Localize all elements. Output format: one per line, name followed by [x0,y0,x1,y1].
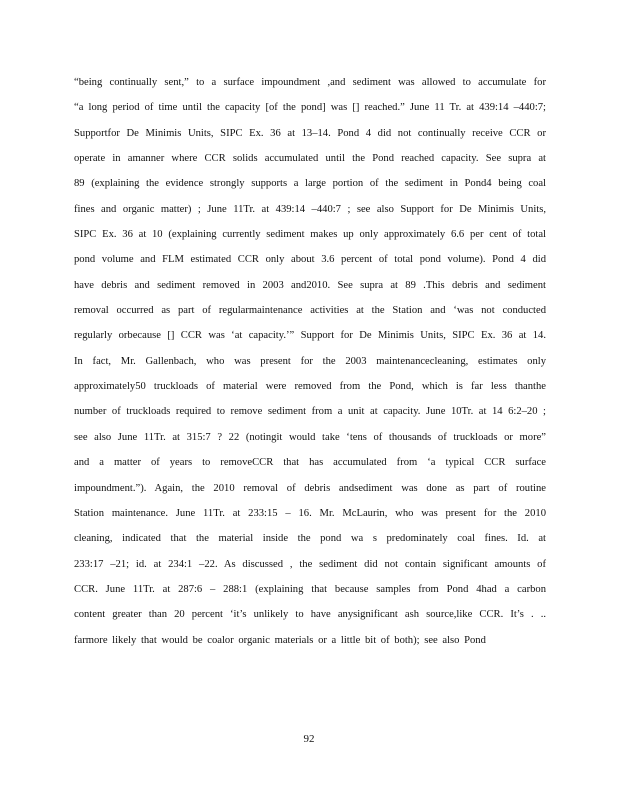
text-line: fines and organic matter) ; June 11Tr. at 439:14 –440:7 ; see also Support for De Minimis Units, [74,203,546,215]
text-line: 89 (explaining the evidence strongly supports a large portion of the sediment in Pond4 being coal [74,178,546,190]
text-line: 233:17 –21; id. at 234:1 –22. As discussed , the sediment did not contain significant amounts of [74,558,546,570]
text-line: CCR. June 11Tr. at 287:6 – 288:1 (explaining that because samples from Pond 4had a carbon [74,583,546,595]
page-number: 92 [303,733,315,745]
text-line: content greater than 20 percent ‘it’s unlikely to have anysignificant ash source,like CCR. It’s . .. [74,609,546,621]
text-line: “being continually sent,” to a surface impoundment ,and sediment was allowed to accumulate for [74,77,546,88]
text-line: SIPC Ex. 36 at 10 (explaining currently sediment makes up only approximately 6.6 per cent of total [74,229,546,241]
text-line: In fact, Mr. Gallenbach, who was present for the 2003 maintenancecleaning, estimates only [74,355,546,367]
text-line: “a long period of time until the capacity [of the pond] was [] reached.” June 11 Tr. at 439:14 –440:7; [74,102,546,114]
text-line: removal occurred as part of regularmaintenance activities at the Station and ‘was not conducted [74,305,546,317]
text-line: operate in amanner where CCR solids accumulated until the Pond reached capacity. See supra at [74,153,546,165]
text-line: see also June 11Tr. at 315:7 ? 22 (notingit would take ‘tens of thousands of truckloads or more” [74,431,546,443]
text-line: farmore likely that would be coalor organic materials or a little bit of both); see also Pond [74,634,486,646]
text-line: pond volume and FLM estimated CCR only about 3.6 percent of total pond volume). Pond 4 did [74,254,546,266]
text-line: regularly orbecause [] CCR was ‘at capacity.’” Support for De Minimis Units, SIPC Ex. 36 at 14. [74,330,546,342]
text-line: Supportfor De Minimis Units, SIPC Ex. 36 at 13–14. Pond 4 did not continually receive CCR or [74,127,546,139]
text-line: have debris and sediment removed in 2003 and2010. See supra at 89 .This debris and sediment [74,279,546,291]
text-line: Station maintenance. June 11Tr. at 233:15 – 16. Mr. McLaurin, who was present for the 2010 [74,507,546,519]
text-line: cleaning, indicated that the material inside the pond wa s predominately coal fines. Id. at [74,533,546,545]
text-line: approximately50 truckloads of material were removed from the Pond, which is far less thanthe [74,381,546,393]
text-line: impoundment.”). Again, the 2010 removal of debris andsediment was done as part of routine [74,482,546,494]
body-text [74,70,546,653]
text-line: number of truckloads required to remove sediment from a unit at capacity. June 10Tr. at 14 6:2–20 ; [74,406,546,418]
text-line: and a matter of years to removeCCR that has accumulated from ‘a typical CCR surface [74,457,546,469]
